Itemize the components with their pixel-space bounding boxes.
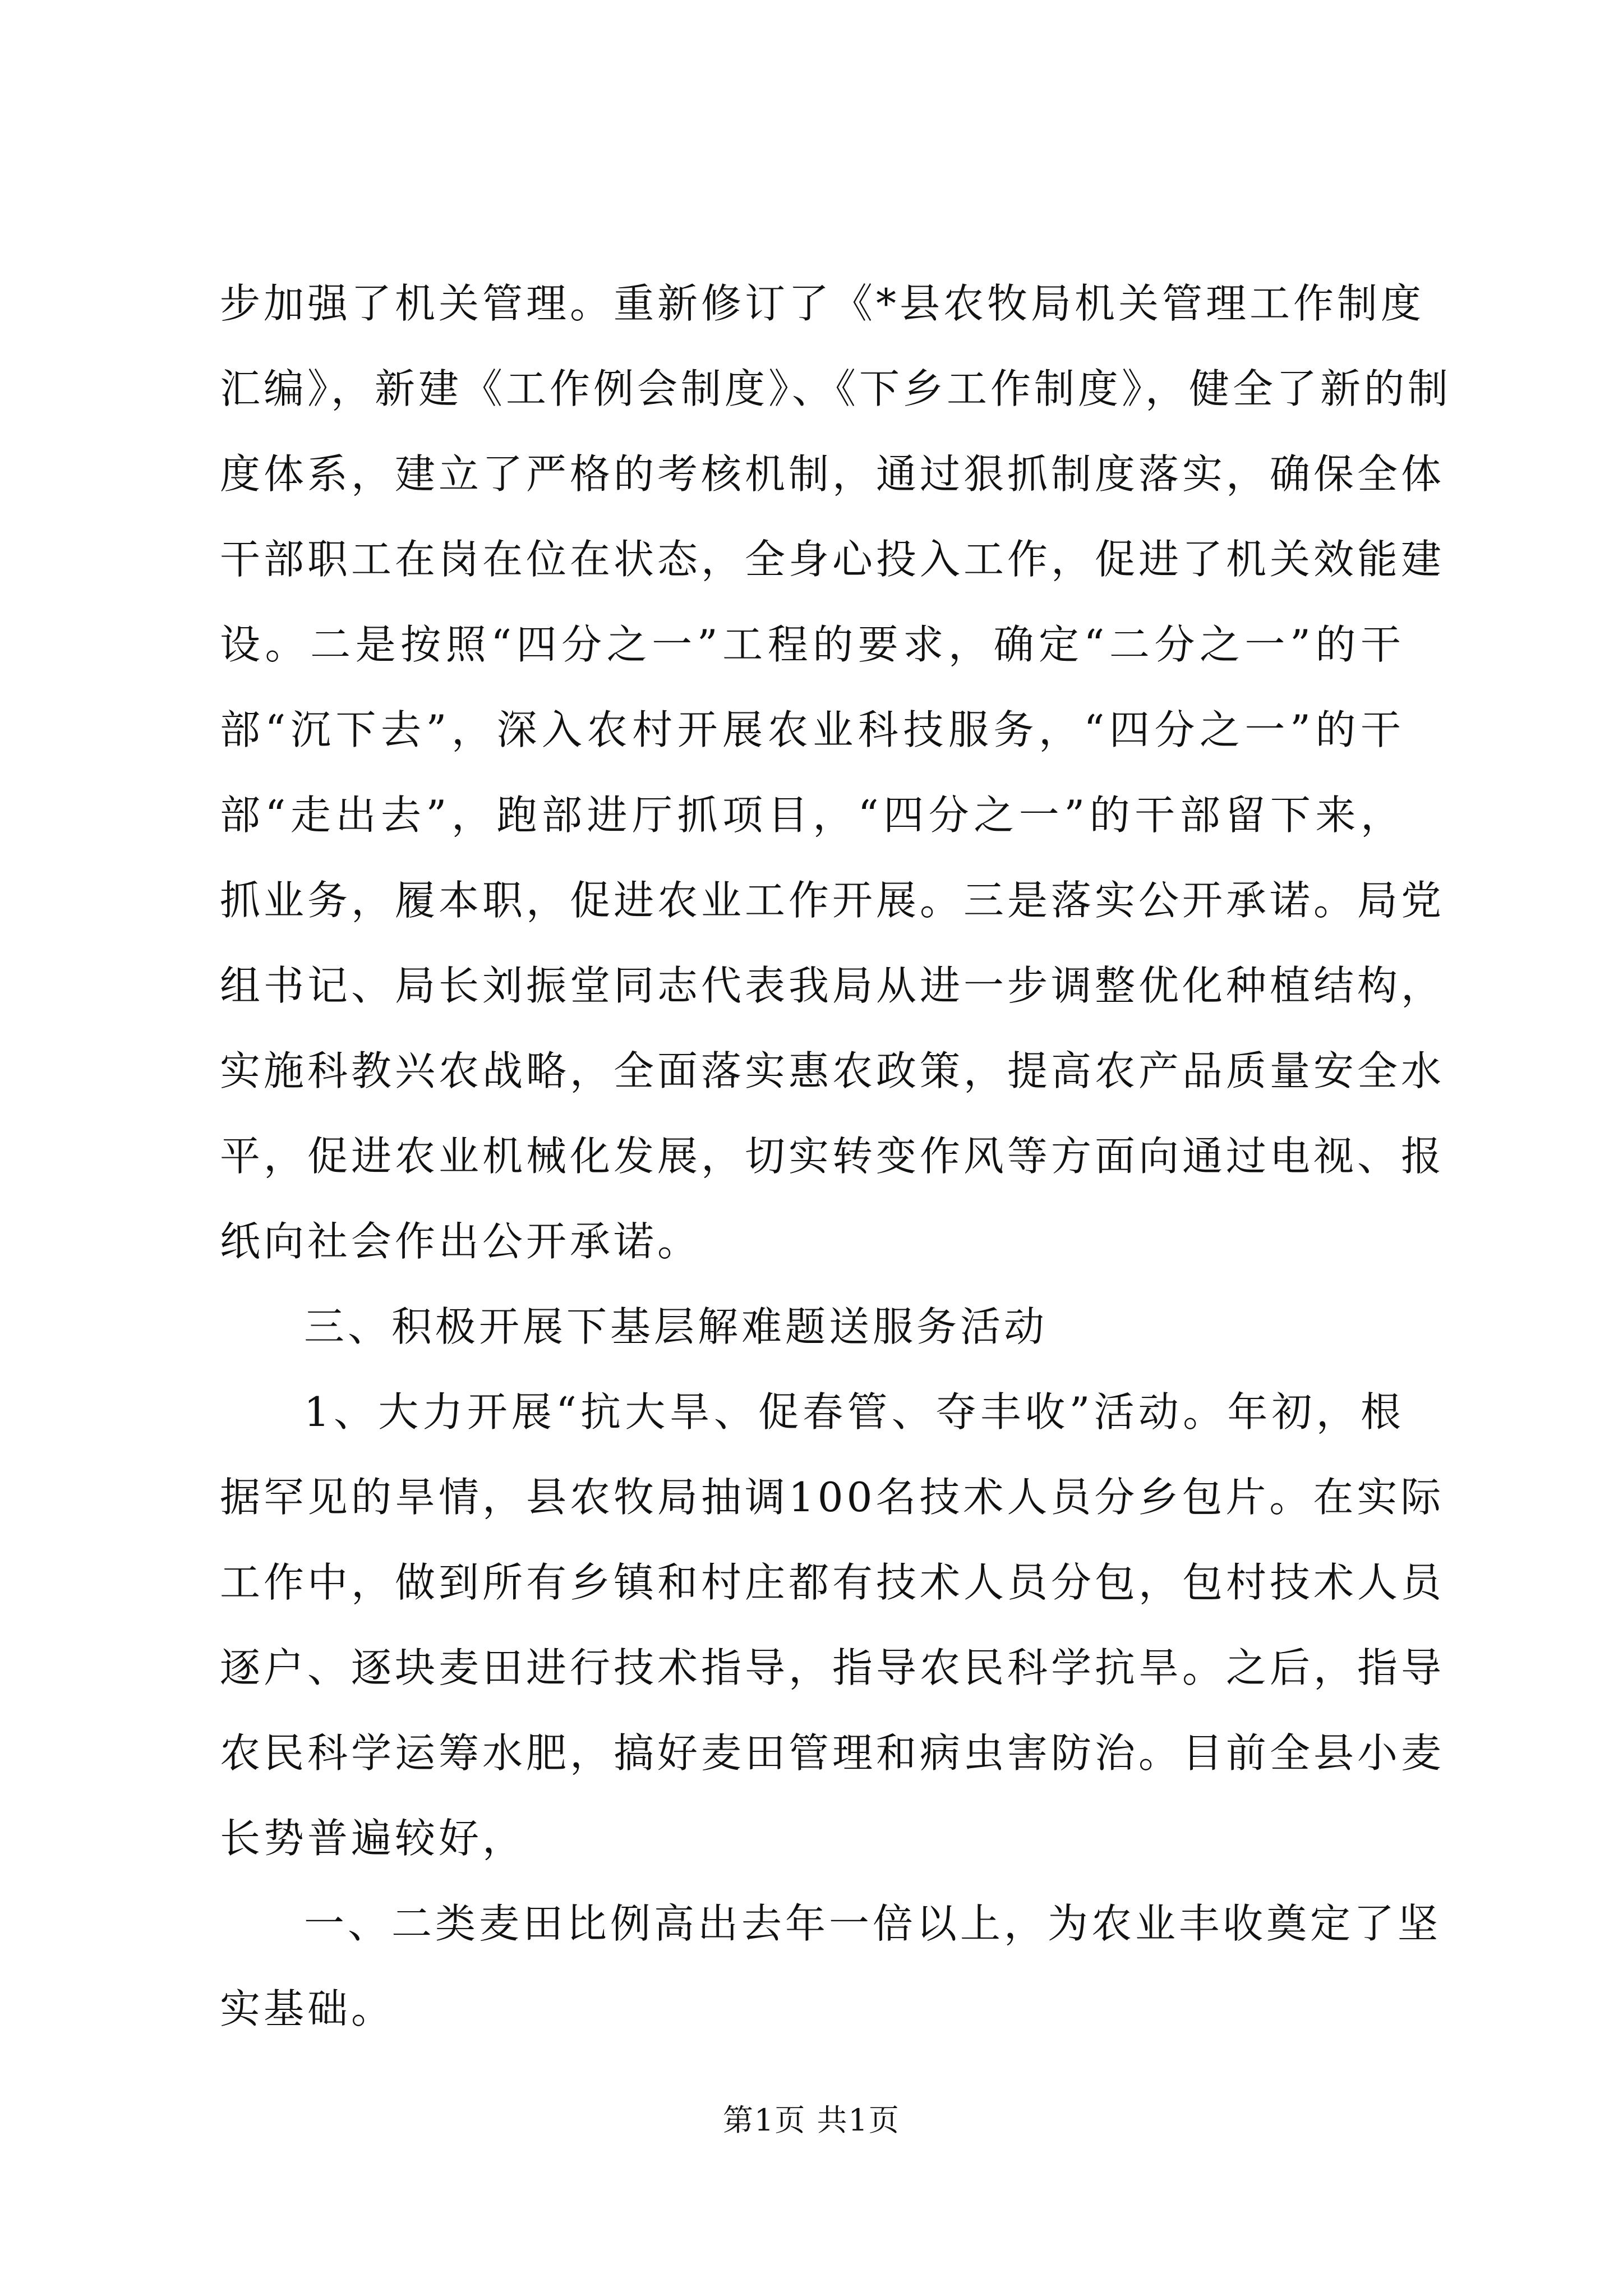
document-body [220,261,1452,2051]
text-line: 汇编》，新建《工作例会制度》、《下乡工作制度》，健全了新的制 [220,365,1452,412]
text-line: 部“走出去”，跑部进厅抓项目，“四分之一”的干部留下来， [220,792,1404,839]
text-line: 组书记、局长刘振堂同志代表我局从进一步调整优化种植结构， [220,962,1445,1009]
text-line: 实基础。 [220,1985,395,2032]
text-line: 农民科学运筹水肥，搞好麦田管理和病虫害防治。目前全县小麦 [220,1729,1445,1777]
text-line: 1、大力开展“抗大旱、促春管、夺丰收”活动。年初，根 [304,1388,1404,1435]
section-heading: 三、积极开展下基层解难题送服务活动 [304,1303,1048,1350]
text-line: 实施科教兴农战略，全面落实惠农政策，提高农产品质量安全水 [220,1047,1445,1094]
page-footer: 第1页 共1页 [723,2102,900,2138]
text-line: 逐户、逐块麦田进行技术指导，指导农民科学抗旱。之后，指导 [220,1644,1445,1691]
text-line: 长势普遍较好， [220,1815,527,1862]
text-line: 部“沉下去”，深入农村开展农业科技服务，“四分之一”的干 [220,706,1404,753]
text-line: 据罕见的旱情，县农牧局抽调100名技术人员分乡包片。在实际 [220,1474,1445,1521]
text-line: 工作中，做到所有乡镇和村庄都有技术人员分包，包村技术人员 [220,1559,1445,1606]
text-line: 抓业务，履本职，促进农业工作开展。三是落实公开承诺。局党 [220,877,1445,924]
text-line: 纸向社会作出公开承诺。 [220,1218,702,1265]
text-line: 一、二类麦田比例高出去年一倍以上，为农业丰收奠定了坚 [304,1900,1442,1947]
text-line: 度体系，建立了严格的考核机制，通过狠抓制度落实，确保全体 [220,450,1445,498]
text-line: 干部职工在岗在位在状态，全身心投入工作，促进了机关效能建 [220,536,1445,583]
text-line: 设。二是按照“四分之一”工程的要求，确定“二分之一”的干 [220,621,1404,668]
text-line: 步加强了机关管理。重新修订了《*县农牧局机关管理工作制度 [220,280,1425,327]
text-line: 平，促进农业机械化发展，切实转变作风等方面向通过电视、报 [220,1133,1445,1180]
